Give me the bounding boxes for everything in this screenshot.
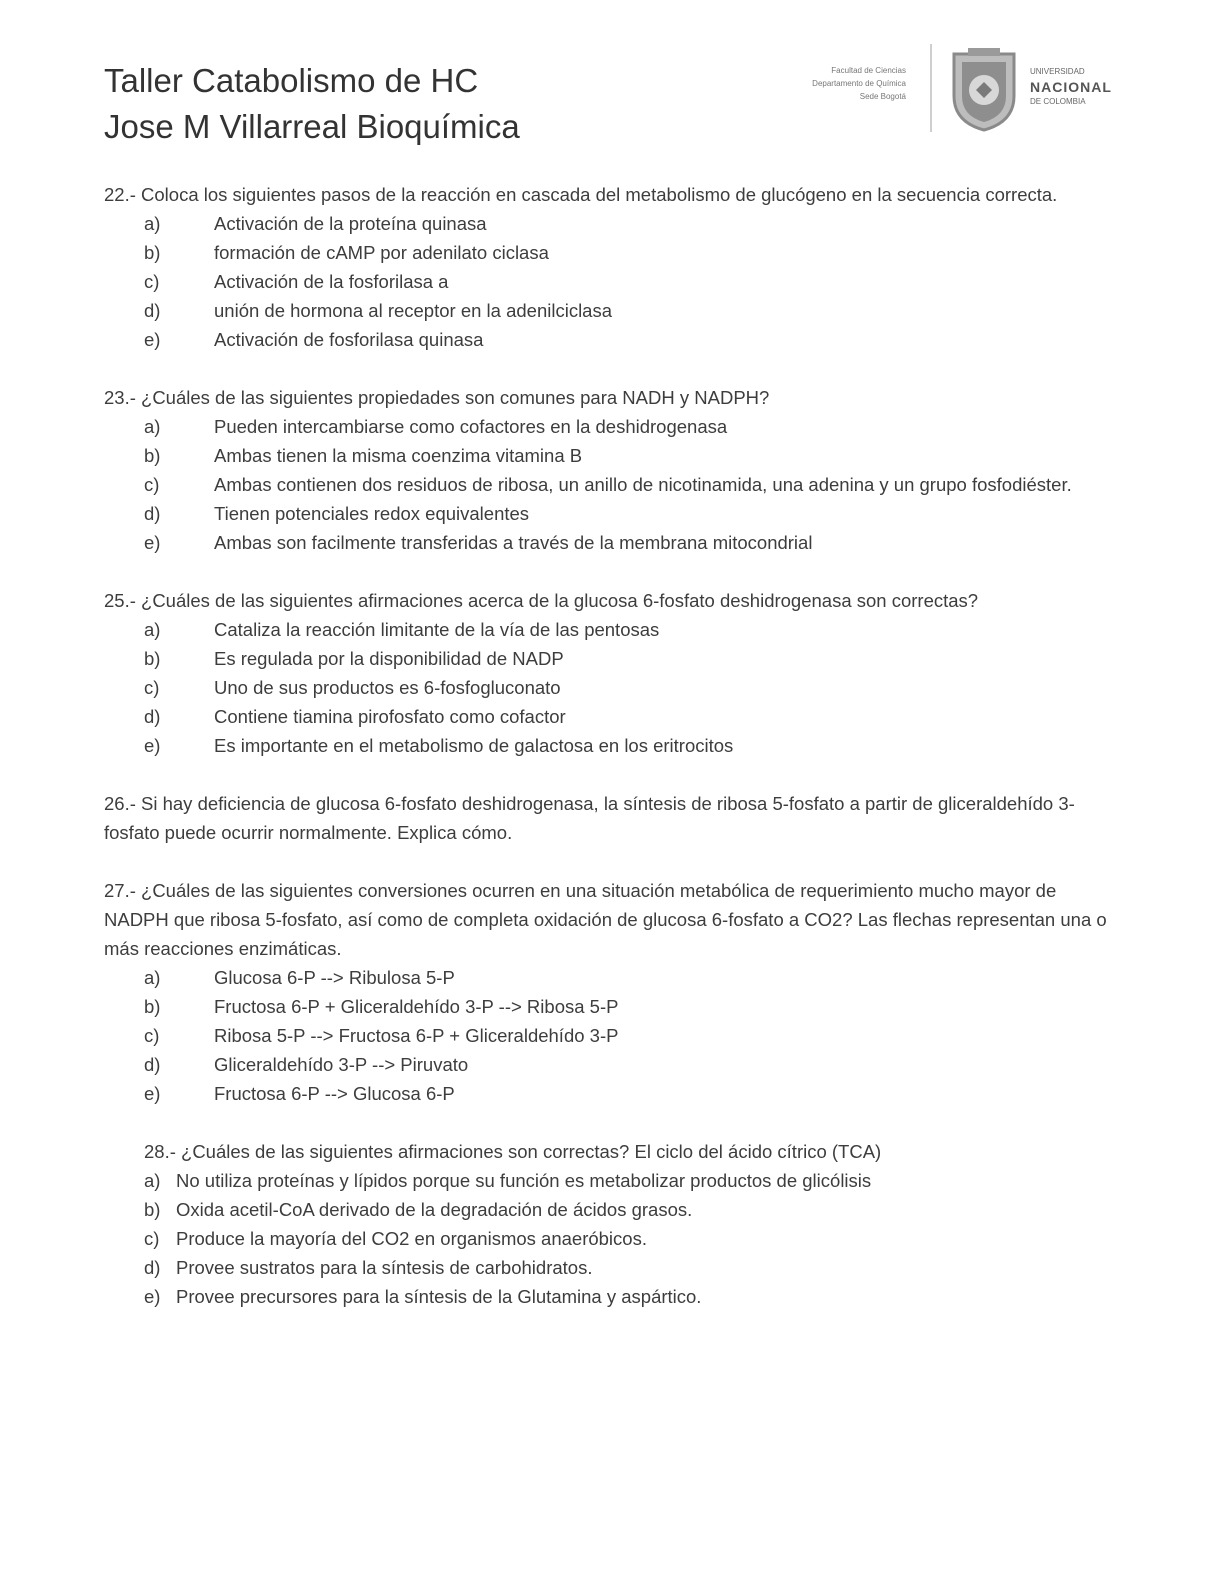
option-letter: a) (144, 213, 161, 234)
option-item (104, 209, 1114, 238)
option-letter: e) (144, 735, 161, 756)
document-title (104, 58, 724, 150)
logo-line-2: Departamento de Química (812, 79, 906, 88)
option-letter: b) (144, 242, 161, 263)
option-text: Es importante en el metabolismo de galactosa en los eritrocitos (214, 735, 734, 756)
option-letter: d) (144, 706, 161, 727)
option-letter: d) (144, 503, 161, 524)
option-letter: b) (144, 648, 161, 669)
option-item (104, 296, 1114, 325)
option-text: No utiliza proteínas y lípidos porque su función es metabolizar productos de glicólisis (176, 1170, 872, 1191)
option-item (104, 470, 1114, 499)
logo-department-text (764, 64, 906, 103)
option-item (104, 499, 1114, 528)
option-letter: e) (144, 1286, 161, 1307)
option-letter: b) (144, 996, 161, 1017)
option-item (104, 1079, 1114, 1108)
option-text: unión de hormona al receptor en la adenilciclasa (214, 300, 613, 321)
question-text: 25.- ¿Cuáles de las siguientes afirmaciones acerca de la glucosa 6-fosfato deshidrogenasa son correctas? (104, 590, 979, 611)
option-item (104, 702, 1114, 731)
title-line-1: Taller Catabolismo de HC (104, 62, 479, 99)
option-item (104, 992, 1114, 1021)
question-text: 22.- Coloca los siguientes pasos de la reacción en cascada del metabolismo de glucógeno en la secuencia correcta. (104, 184, 1058, 205)
option-item (104, 238, 1114, 267)
title-line-2: Jose M Villarreal Bioquímica (104, 108, 520, 145)
option-item (104, 731, 1114, 760)
option-list (104, 615, 1114, 760)
option-item (104, 441, 1114, 470)
option-text: Provee sustratos para la síntesis de carbohidratos. (176, 1257, 593, 1278)
option-letter: e) (144, 329, 161, 350)
option-letter: c) (144, 1228, 160, 1249)
option-letter: b) (144, 445, 161, 466)
questions-content (104, 180, 1114, 1340)
option-letter: c) (144, 474, 160, 495)
question-text: 28.- ¿Cuáles de las siguientes afirmaciones son correctas? El ciclo del ácido cítrico (TCA) (144, 1141, 882, 1162)
logo-name-main: NACIONAL (1030, 79, 1112, 95)
option-text: Ambas son facilmente transferidas a través de la membrana mitocondrial (214, 532, 813, 553)
option-letter: b) (144, 1199, 161, 1220)
option-item (104, 267, 1114, 296)
option-item (144, 1195, 1114, 1224)
option-item (104, 528, 1114, 557)
option-text: Cataliza la reacción limitante de la vía de las pentosas (214, 619, 660, 640)
option-text: Activación de fosforilasa quinasa (214, 329, 484, 350)
option-letter: e) (144, 1083, 161, 1104)
option-item (104, 963, 1114, 992)
option-letter: a) (144, 1170, 161, 1191)
option-item (144, 1282, 1114, 1311)
option-item (144, 1166, 1114, 1195)
question-text: 26.- Si hay deficiencia de glucosa 6-fosfato deshidrogenasa, la síntesis de ribosa 5-fosfato a partir de gliceraldehído 3-fosfato puede ocurrir normalmente. Explica cómo. (104, 793, 1075, 843)
university-logo (764, 42, 1164, 134)
option-text: Pueden intercambiarse como cofactores en la deshidrogenasa (214, 416, 728, 437)
option-text: formación de cAMP por adenilato ciclasa (214, 242, 549, 263)
option-text: Uno de sus productos es 6-fosfogluconato (214, 677, 561, 698)
question-28 (104, 1137, 1114, 1311)
option-list (104, 209, 1114, 354)
option-letter: d) (144, 1054, 161, 1075)
option-text: Activación de la fosforilasa a (214, 271, 449, 292)
option-item (104, 1021, 1114, 1050)
option-letter: a) (144, 416, 161, 437)
option-item (104, 412, 1114, 441)
option-item (104, 673, 1114, 702)
option-text: Gliceraldehído 3-P --> Piruvato (214, 1054, 469, 1075)
option-list (104, 1166, 1114, 1311)
option-item (104, 325, 1114, 354)
option-text: Oxida acetil-CoA derivado de la degradación de ácidos grasos. (176, 1199, 693, 1220)
option-item (144, 1224, 1114, 1253)
option-text: Glucosa 6-P --> Ribulosa 5-P (214, 967, 455, 988)
option-letter: e) (144, 532, 161, 553)
option-text: Fructosa 6-P --> Glucosa 6-P (214, 1083, 455, 1104)
option-letter: c) (144, 1025, 160, 1046)
option-item (104, 615, 1114, 644)
option-letter: a) (144, 619, 161, 640)
option-letter: c) (144, 677, 160, 698)
option-list (104, 412, 1114, 557)
question-text: 27.- ¿Cuáles de las siguientes conversiones ocurren en una situación metabólica de requerimiento mucho mayor de NADPH que ribosa 5-fosfato, así como de completa oxidación de glucosa 6-fosfato a CO2? Las flechas representan una o más reacciones enzimáticas. (104, 880, 1107, 959)
logo-line-1: Facultad de Ciencias (831, 66, 906, 75)
option-text: Tienen potenciales redox equivalentes (214, 503, 530, 524)
logo-name-bottom: DE COLOMBIA (1030, 97, 1086, 106)
option-text: Activación de la proteína quinasa (214, 213, 487, 234)
option-text: Fructosa 6-P + Gliceraldehído 3-P --> Ribosa 5-P (214, 996, 619, 1017)
option-text: Ambas tienen la misma coenzima vitamina B (214, 445, 583, 466)
option-item (104, 1050, 1114, 1079)
option-item (144, 1253, 1114, 1282)
question-22 (104, 180, 1114, 354)
question-27 (104, 876, 1114, 1108)
option-letter: a) (144, 967, 161, 988)
option-text: Contiene tiamina pirofosfato como cofactor (214, 706, 566, 727)
option-item (104, 644, 1114, 673)
option-list (104, 963, 1114, 1108)
option-letter: d) (144, 1257, 161, 1278)
university-seal-icon (948, 46, 1020, 132)
logo-divider (930, 44, 932, 132)
question-25 (104, 586, 1114, 760)
logo-name-top: UNIVERSIDAD (1030, 67, 1085, 76)
option-text: Ambas contienen dos residuos de ribosa, un anillo de nicotinamida, una adenina y un grupo fosfodiéster. (214, 474, 1072, 495)
option-letter: d) (144, 300, 161, 321)
question-23 (104, 383, 1114, 557)
option-letter: c) (144, 271, 160, 292)
option-text: Provee precursores para la síntesis de la Glutamina y aspártico. (176, 1286, 702, 1307)
option-text: Produce la mayoría del CO2 en organismos anaeróbicos. (176, 1228, 647, 1249)
question-26 (104, 789, 1114, 847)
option-text: Ribosa 5-P --> Fructosa 6-P + Gliceraldehído 3-P (214, 1025, 619, 1046)
logo-line-3: Sede Bogotá (859, 92, 906, 101)
logo-university-name (1030, 66, 1160, 108)
option-text: Es regulada por la disponibilidad de NADP (214, 648, 564, 669)
question-text: 23.- ¿Cuáles de las siguientes propiedades son comunes para NADH y NADPH? (104, 387, 770, 408)
